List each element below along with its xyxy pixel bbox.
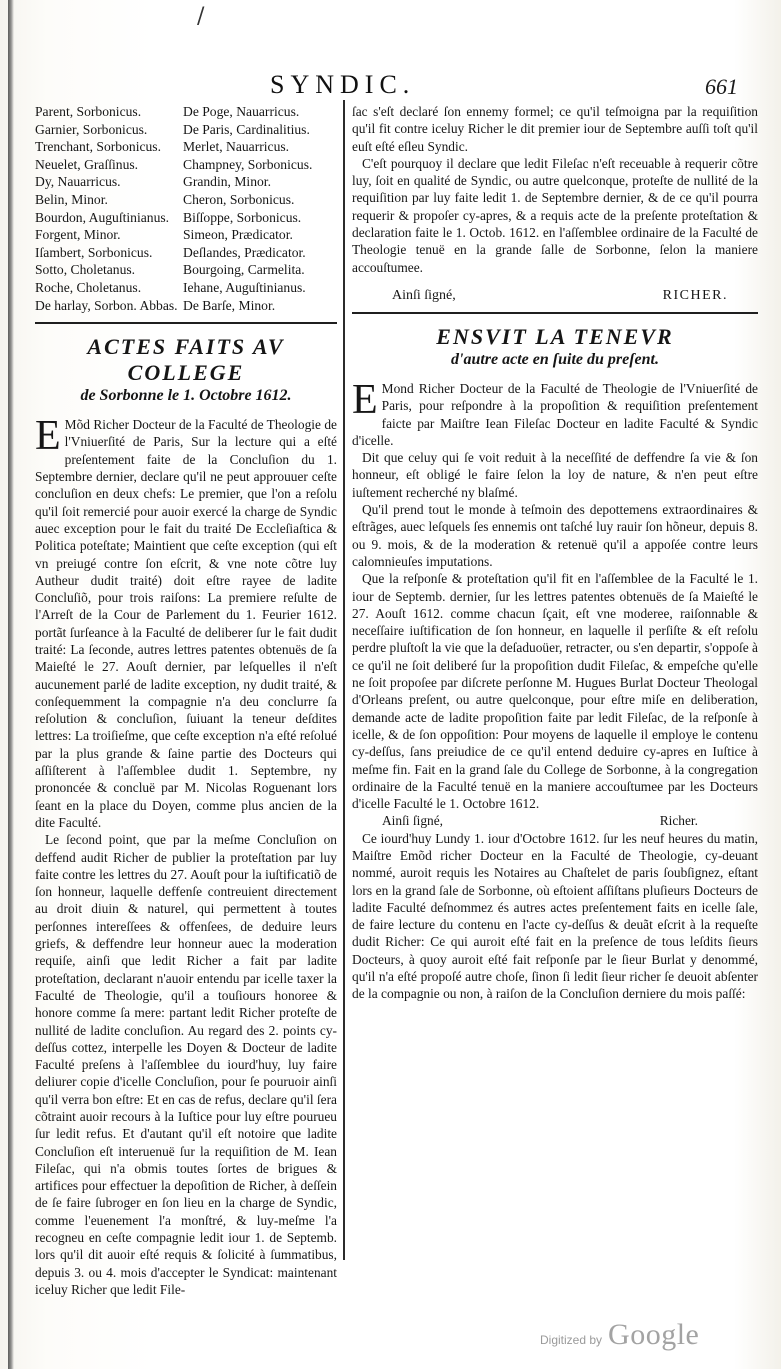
page-number: 661	[705, 74, 738, 99]
right-column	[352, 103, 758, 1003]
signatories-list	[35, 103, 337, 314]
signatory-name: Neuelet, Graſſinus.	[35, 156, 139, 172]
signatory-name: Parent, Sorbonicus.	[35, 104, 142, 119]
body-paragraph: C'eſt pourquoy il declare que ledit Fileſac n'eſt receuable à requerir cõtre luy, ſoit en qualité de Syndic, ou autre quelconque, proteſte de nullité de la requiſition par luy faite ledit 1. de Septembre dernier, & de ce qu'il pourra requerir & propoſer cy-apres, & a requis acte de la preſente proteſtation & declaration faite le 1. Octob. 1612. en l'aſſemblee ordinaire de la Faculté de Theologie tenuë en la grande ſalle de Sorbonne, ſelon la maniere accouſtumee.	[352, 155, 758, 275]
signatory-name: Iehane, Auguſtinianus.	[183, 279, 306, 295]
signatory-name: Forgent, Minor.	[35, 227, 121, 243]
signatory-row	[35, 279, 337, 297]
signatory-name: De Barſe, Minor.	[183, 297, 276, 313]
drop-cap: E	[352, 376, 378, 423]
signatory-name: Dy, Nauarricus.	[35, 174, 121, 190]
signature-name: RICHER.	[662, 287, 728, 303]
signatory-row	[35, 191, 337, 209]
signatory-row	[35, 121, 337, 139]
signatory-row	[35, 297, 337, 315]
signatory-name: Garnier, Sorbonicus.	[35, 121, 148, 137]
signature-name: Richer.	[659, 813, 698, 829]
body-paragraph: E Mõd Richer Docteur de la Faculté de Theologie de l'Vniuerſité de Paris, Sur la lecture qui a eſté preſentement faite de la Concluſion du 1. Septembre dernier, declare qu'il ne peut approuuer ceſte concluſion en deux chefs: Le premier, que l'on a reſolu qu'il ſoit remercié pour auoir exercé la charge de Syndic auec exception pour le fait du traité De Eccleſiaſtica & Politica poteſtate; Maintient que ceſte exception (qui eſt vn preiugé contre ſon eſcrit, & vne note cõtre luy Autheur dudit traité) doit eſtre rayee de ladite Concluſiõ, pour trois raiſons: La premiere reſulte de l'Arreſt de la Cour de Parlement du 1. Feurier 1612. portãt ſurſeance à la Faculté de deliberer ſur le fait dudit traité: La ſeconde, autres lettres patentes obtenuës de ſa Maieſté le 27. Aouſt dernier, par leſquelles il n'eſt aucunement parlé de ladite exception, ny dudit traité, & conſequemment la compagnie n'a deu conclurre ſa reſolution & concluſion, ſuiuant la teneur deſdites lettres: La troiſieſme, que ceſte exception n'a eſté reſolué par la plus grande & ſaine partie des Docteurs qui aſſiſterent à l'aſſemblee dudit 1. Septembre, ny prononcée & concluë par M. Nicolas Roguenant lors ſeant en la place du Doyen, comme plus ancien de la dite Faculté.	[35, 413, 337, 830]
section-subtitle-teneur: d'autre acte en ſuite du preſent.	[451, 350, 659, 368]
google-logo: Google	[608, 1318, 700, 1351]
top-mark: /	[197, 4, 205, 29]
signatory-row	[35, 156, 337, 174]
page-gutter-edge	[8, 0, 14, 1369]
body-paragraph: Qu'il prend tout le monde à teſmoin des depottemens extraordinaires & eſtrãges, auec leſquels ſes ennemis ont taſché luy rauir ſon hõneur, depuis 8. ou 9. mois, & de la moderation & retenuë qu'il a appoſée contre leurs calomnieuſes imputations.	[352, 502, 758, 569]
body-paragraph: E Mond Richer Docteur de la Faculté de Theologie de l'Vniuerſité de Paris, pour reſpondre à la propoſition & requiſition preſentement faicte par Maiſtre Iean Fileſac Docteur en ladite Faculté & Syndic d'icelle.	[352, 376, 758, 448]
signatory-name: Bourdon, Auguſtinianus.	[35, 209, 170, 225]
signatory-name: De Paris, Cardinalitius.	[183, 121, 310, 137]
signatory-row	[35, 244, 337, 262]
google-watermark	[540, 1318, 699, 1352]
section-subtitle-actes: de Sorbonne le 1. Octobre 1612.	[80, 387, 292, 405]
signatory-name: Grandin, Minor.	[183, 174, 271, 190]
signature-label: Ainſi ſigné,	[382, 813, 443, 829]
signatory-row	[35, 226, 337, 244]
drop-cap: E	[35, 413, 61, 460]
body-paragraph: Ce iourd'huy Lundy 1. iour d'Octobre 1612. ſur les neuf heures du matin, Maiſtre Emõd richer Docteur en la Faculté de Theologie, cy-deuant nommé, auroit requis les Notaires au Chaſtelet de paris ſoubſignez, eſtant lors en la grand ſale de Sorbonne, où eſtoient aſſiſtans pluſieurs Docteurs de ladite Faculté deſnommez és autres actes preſentement faits en icelle ſale, de faire lecture du contenu en l'acte cy-deſſus & deuãt eſcrit à la requeſte dudit Richer: Ce qui auroit eſté fait en la preſence de tous leſdits ſieurs Docteurs, à quoy auroit eſté fait reſponſe par le ſieur Burlat y denommé, qu'il n'a eſté propoſé autre choſe, ſinon ſi ledit ſieur richer ſe deuoit abſenter de la compagnie ou non, à raiſon de la Concluſion derniere du mois paſſé:	[352, 830, 758, 1002]
signatory-row	[35, 209, 337, 227]
signatory-row	[35, 138, 337, 156]
signatory-row	[35, 261, 337, 279]
signature-line	[392, 288, 728, 304]
signatory-name: De Poge, Nauarricus.	[183, 104, 300, 119]
signatory-row	[35, 173, 337, 191]
signatory-name: Cheron, Sorbonicus.	[183, 191, 295, 207]
body-paragraph: Dit que celuy qui ſe voit reduit à la neceſſité de deffendre ſa vie & ſon honneur, eſt obligé le faire ſelon la loy de nature, & n'en peut eſtre iuſtement recherché ny blaſmé.	[352, 450, 758, 500]
signatory-name: Trenchant, Sorbonicus.	[35, 139, 161, 155]
left-column	[35, 103, 337, 1298]
signatory-name: Bourgoing, Carmelita.	[183, 262, 305, 278]
signatory-row	[35, 103, 337, 121]
body-paragraph: Le ſecond point, que par la meſme Concluſion on deffend audit Richer de publier la proteſtation par luy faite contre les lettres du 27. Aouſt pour la iuſtificatiõ de ſon honneur, laquelle deffenſe contreuient directement au droit diuin & naturel, qui permettent à toutes perſonnes intereſſees & offenſees, de deduire leurs griefs, & deffendre leur honneur auec la moderation requiſe, ainſi que ledit Richer a fait par ladite proteſtation, declarant n'auoir entendu par icelle taxer la Faculté de Theologie, qu'il a touſiours honoree & honore comme ſa mere: partant ledit Richer proteſte de nullité de ladite concluſion. Au regard des 2. points cy-deſſus cottez, interpelle les Doyen & Docteur de ladite Faculté preſens à l'aſſemblee du iourd'huy, luy faire deliurer copie d'icelle Concluſion, pour ſe pouruoir ainſi qu'il verra bon eſtre: Et en cas de refus, declare qu'il ſera cõtraint auoir recours à la Iuſtice pour luy eſtre pourueu ſur ledit refus. Et d'autant qu'il eſt notoire que ladite Concluſion eſt interuenuë ſur la requiſition de M. Iean Fileſac, qui n'a obmis toutes ſortes de brigues & artifices pour effectuer la depoſition de Richer, à deſſein de ſe faire ſubroger en ſon lieu en la charge de Syndic, comme l'euenement l'a monſtré, & luy-meſme l'a recogneu en ceſte compagnie ledit iour 1. de Septemb. lors qu'il dit auoir eſté requis & ſolicité à ſummatibus, depuis 3. ou 4. mois d'accepter le Syndicat: maintenant iceluy Richer que ledit File-	[35, 832, 337, 1297]
signatory-name: Merlet, Nauarricus.	[183, 139, 290, 155]
body-paragraph: ſac s'eſt declaré ſon ennemy formel; ce qu'il teſmoigna par la requiſition qu'il fit contre iceluy Richer le dit premier iour de Septembre auſſi toſt qu'il euſt eſté eſleu Syndic.	[352, 104, 758, 154]
watermark-caption: Digitized by	[540, 1333, 603, 1347]
column-divider	[343, 100, 345, 1260]
signatory-name: Iſambert, Sorbonicus.	[35, 244, 153, 260]
signatory-name: Belin, Minor.	[35, 191, 108, 207]
signatory-name: Roche, Choletanus.	[35, 279, 142, 295]
running-head: SYNDIC.	[270, 70, 416, 99]
body-paragraph: Que la reſponſe & proteſtation qu'il fit en l'aſſemblee de la Faculté le 1. iour de Septemb. dernier, ſur les lettres patentes obtenuës de ſa Maieſté le 27. Aouſt 1612. comme chacun ſçait, eſt vne moderee, raiſonnable & neceſſaire iuſtification de ſon honneur, en laquelle il perſiſte & eſt reſolu perdre pluſtoſt la vie que la deſaduoüer, retracter, ou s'en departir, s'oppoſe à ce qu'il ne ſoit deliberé ſur la propoſition dudit Fileſac, & empeſche qu'elle ne ſoit propoſee par diſcrete perſonne M. Hugues Burlat Docteur Theologal d'Orleans preſent, ou autre quelconque, pour eſtre miſe en deliberation, demande acte de ladite propoſition faite par ledit Fileſac, de la reſponſe à icelle, & de ſon oppoſition: Pour moyens de laquelle il employe le contenu cy-deſſus, ſans preiudice de ce qu'il entend deduire cy-apres en Iuſtice à meſme fin. Fait en la grand ſale du College de Sorbonne, à la congregation ordinaire de la Faculté tenuë en la maniere accouſtumee par les Docteurs d'icelle Faculté le 1. Octobre 1612.	[352, 571, 758, 812]
section-title-teneur: ENSVIT LA TENEVR	[436, 323, 674, 349]
signatory-name: Sotto, Choletanus.	[35, 262, 136, 278]
signature-label: Ainſi ſigné,	[392, 287, 456, 303]
section-title-actes: ACTES FAITS AV COLLEGE	[87, 334, 285, 386]
signatory-name: Simeon, Prædicator.	[183, 227, 293, 243]
signatory-name: Biſſoppe, Sorbonicus.	[183, 209, 302, 225]
signatory-name: Champney, Sorbonicus.	[183, 156, 313, 172]
signatory-name: Deſlandes, Prædicator.	[183, 244, 306, 260]
section-rule	[35, 322, 337, 324]
section-rule	[352, 312, 758, 314]
signature-line	[352, 812, 758, 829]
signatory-name: De harlay, Sorbon. Abbas.	[35, 297, 178, 313]
